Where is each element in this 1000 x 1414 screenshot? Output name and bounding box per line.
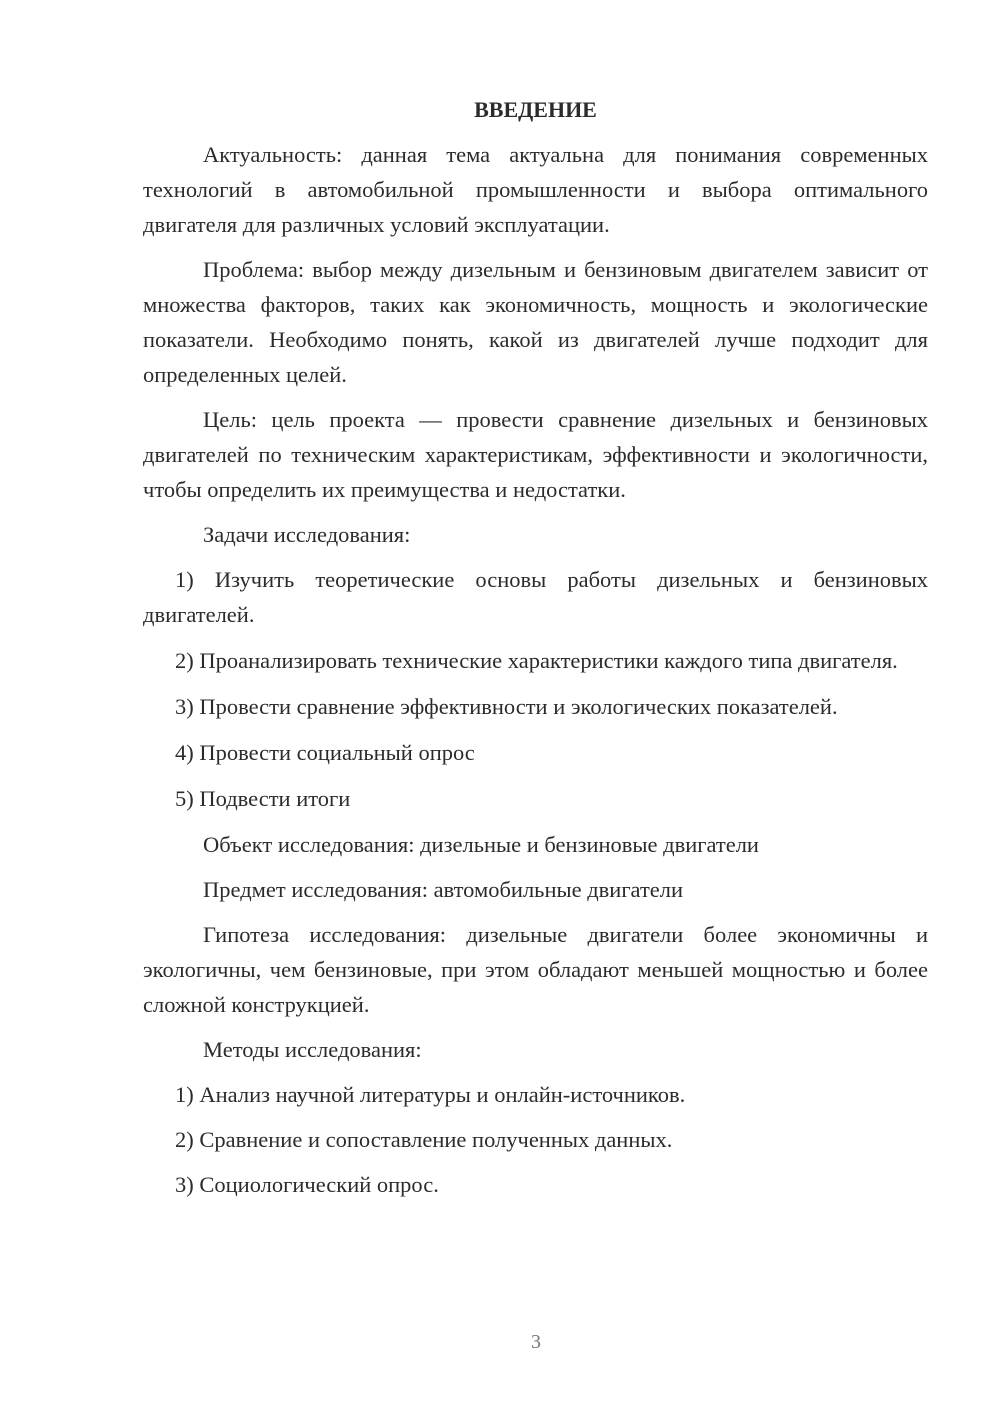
page-number: 3 bbox=[531, 1331, 541, 1353]
tasks-heading: Задачи исследования: bbox=[203, 522, 411, 547]
task-item: 2) Проанализировать технические характеристики каждого типа двигателя. bbox=[175, 648, 898, 673]
problem-paragraph: Проблема: выбор между дизельным и бензиновым двигателем зависит от множества факторов, таких как экономичность, мощность и экологические показатели. Необходимо понять, какой из двигателей лучше подходит для определенных целей. bbox=[143, 257, 928, 387]
page-title: ВВЕДЕНИЕ bbox=[474, 97, 597, 122]
task-item: 3) Провести сравнение эффективности и экологических показателей. bbox=[175, 694, 838, 719]
relevance-paragraph: Актуальность: данная тема актуальна для понимания современных технологий в автомобильной промышленности и выбора оптимального двигателя для различных условий эксплуатации. bbox=[143, 142, 928, 237]
goal-paragraph: Цель: цель проекта — провести сравнение дизельных и бензиновых двигателей по техническим характеристикам, эффективности и экологичности, чтобы определить их преимущества и недостатки. bbox=[143, 407, 928, 502]
task-item: 4) Провести социальный опрос bbox=[175, 740, 475, 765]
method-item: 3) Социологический опрос. bbox=[175, 1172, 439, 1197]
method-item: 1) Анализ научной литературы и онлайн-источников. bbox=[175, 1082, 686, 1107]
method-item: 2) Сравнение и сопоставление полученных данных. bbox=[175, 1127, 673, 1152]
methods-heading: Методы исследования: bbox=[203, 1037, 422, 1062]
research-subject: Предмет исследования: автомобильные двигатели bbox=[203, 877, 684, 902]
document-page bbox=[143, 92, 928, 1212]
hypothesis-paragraph: Гипотеза исследования: дизельные двигатели более экономичны и экологичны, чем бензиновые, при этом обладают меньшей мощностью и более сложной конструкцией. bbox=[143, 922, 928, 1017]
research-object: Объект исследования: дизельные и бензиновые двигатели bbox=[203, 832, 759, 857]
task-item: 5) Подвести итоги bbox=[175, 786, 351, 811]
task-item: 1) Изучить теоретические основы работы дизельных и бензиновых двигателей. bbox=[143, 567, 928, 627]
